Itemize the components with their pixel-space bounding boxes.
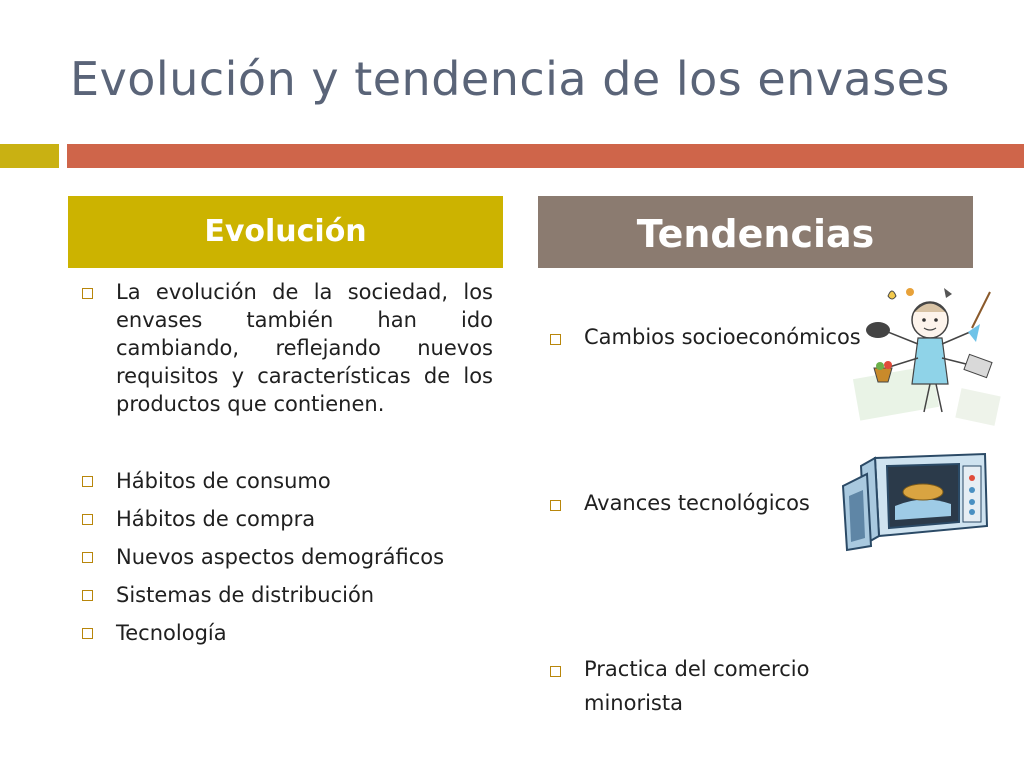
trends-item: [538, 652, 884, 720]
evolution-paragraph: La evolución de la sociedad, los envases también han ido cambiando, reflejando nuevos requisitos y características de los productos que contienen.: [116, 280, 493, 416]
bullet-icon: [82, 514, 93, 525]
trends-item-label: Practica del comercio minorista: [584, 657, 810, 715]
evolution-item: [70, 576, 493, 614]
evolution-item: [70, 614, 493, 652]
accent-bar-gold: [0, 144, 59, 168]
bullet-icon: [82, 288, 93, 299]
evolution-item: [70, 500, 493, 538]
bullet-icon: [82, 552, 93, 563]
evolution-item-label: Hábitos de consumo: [116, 469, 331, 493]
bullet-icon: [82, 628, 93, 639]
evolution-list: [70, 278, 493, 652]
bullet-icon: [550, 334, 561, 345]
bullet-icon: [82, 476, 93, 487]
bullet-icon: [550, 500, 561, 511]
multitasking-woman-icon: [848, 272, 1008, 432]
slide-title: Evolución y tendencia de los envases: [70, 52, 950, 106]
evolution-item: [70, 538, 493, 576]
trends-header: Tendencias: [538, 196, 973, 268]
evolution-item: [70, 462, 493, 500]
evolution-header: Evolución: [68, 196, 503, 268]
trends-item-label: Cambios socioeconómicos: [584, 325, 861, 349]
bullet-icon: [550, 666, 561, 677]
microwave-icon: [835, 446, 995, 556]
accent-bar-coral: [67, 144, 1024, 168]
evolution-item-label: Tecnología: [116, 621, 227, 645]
evolution-item-label: Nuevos aspectos demográficos: [116, 545, 445, 569]
evolution-paragraph-item: [70, 278, 493, 418]
bullet-icon: [82, 590, 93, 601]
trends-item-label: Avances tecnológicos: [584, 491, 810, 515]
evolution-item-label: Sistemas de distribución: [116, 583, 375, 607]
evolution-item-label: Hábitos de compra: [116, 507, 316, 531]
